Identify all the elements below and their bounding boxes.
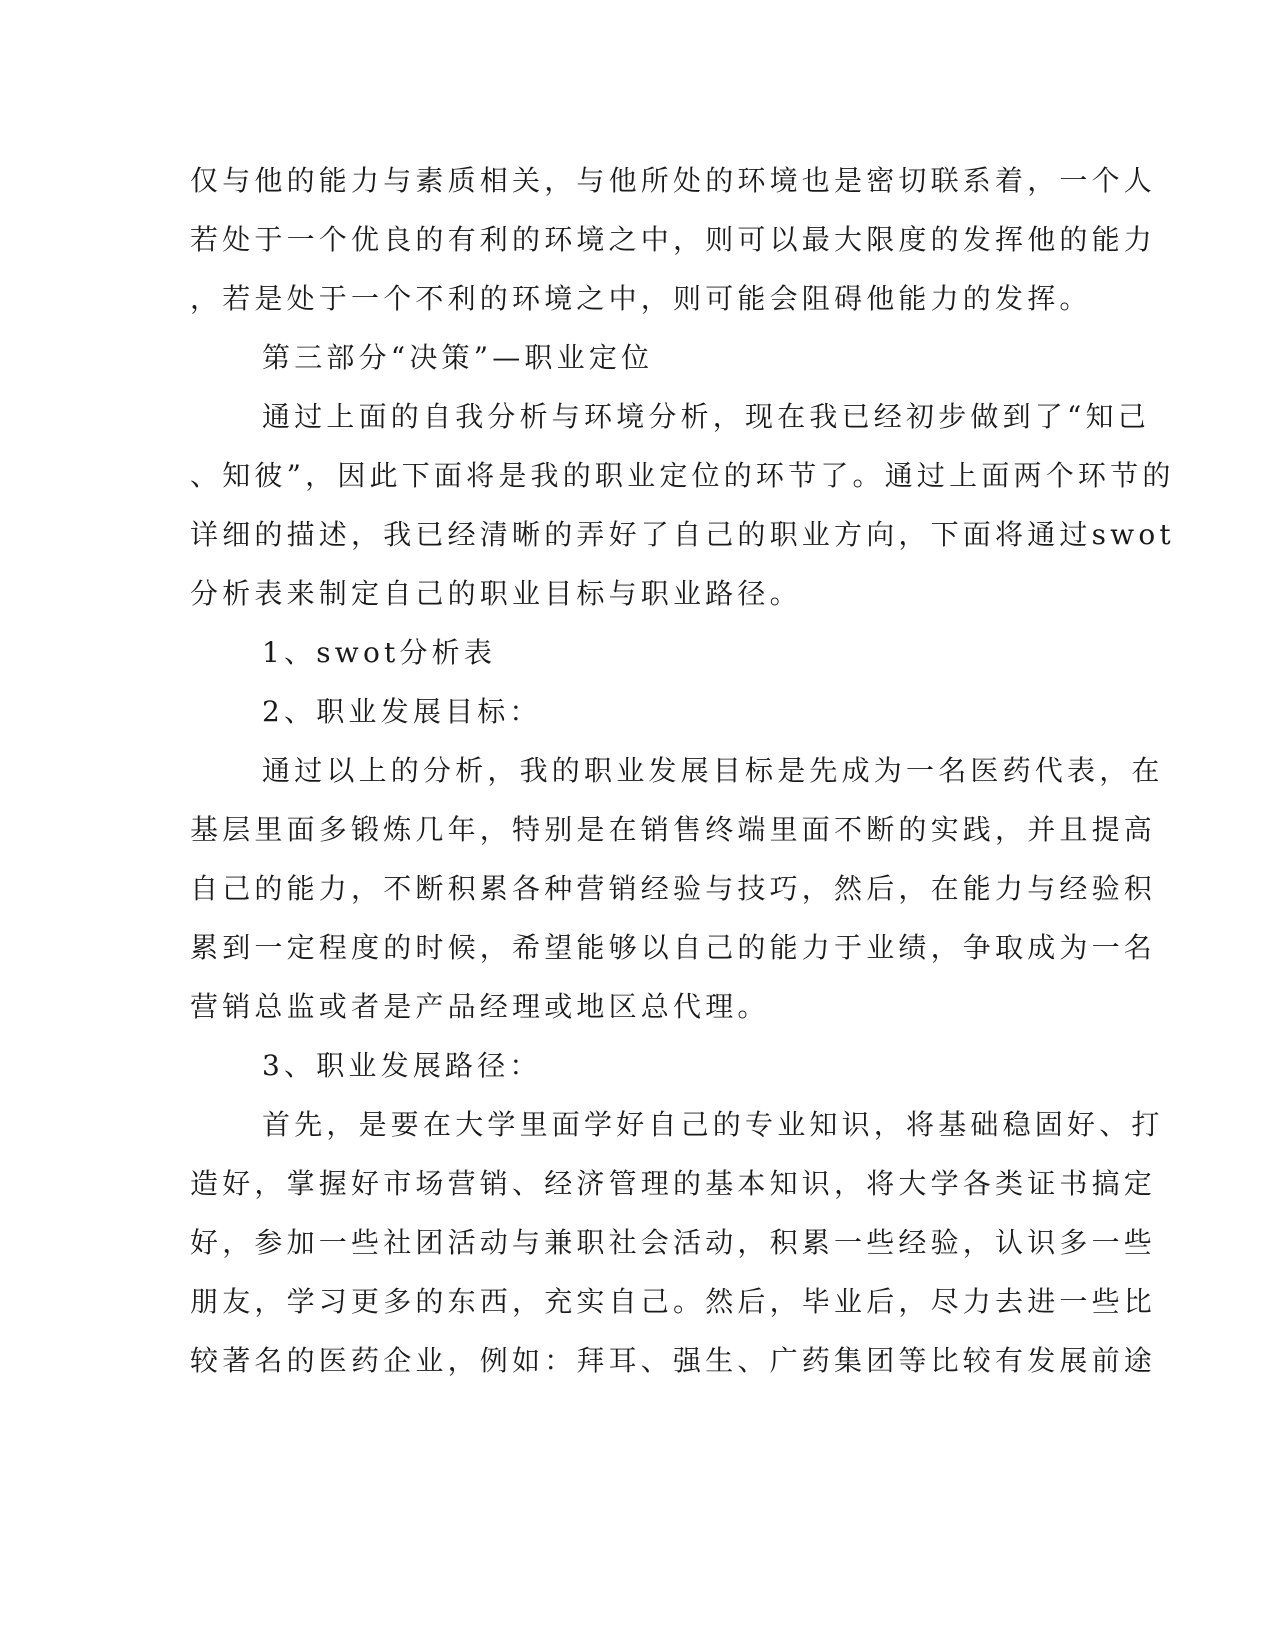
- paragraph-line: 首先，是要在大学里面学好自己的专业知识，将基础稳固好、打: [262, 1108, 1164, 1141]
- paragraph-line: 造好，掌握好市场营销、经济管理的基本知识，将大学各类证书搞定: [190, 1167, 1157, 1200]
- paragraph-line: 、知彼”，因此下面将是我的职业定位的环节了。通过上面两个环节的: [190, 459, 1175, 492]
- paragraph-line: 较著名的医药企业，例如：拜耳、强生、广药集团等比较有发展前途: [190, 1344, 1157, 1377]
- paragraph-line: 分析表来制定自己的职业目标与职业路径。: [190, 577, 802, 610]
- section-heading: 第三部分“决策”—职业定位: [262, 341, 654, 374]
- paragraph-line: 好，参加一些社团活动与兼职社会活动，积累一些经验，认识多一些: [190, 1226, 1157, 1259]
- paragraph-line: 通过以上的分析，我的职业发展目标是先成为一名医药代表，在: [262, 754, 1164, 787]
- paragraph-line: 通过上面的自我分析与环境分析，现在我已经初步做到了“知己: [262, 400, 1150, 433]
- paragraph-line: 详细的描述，我已经清晰的弄好了自己的职业方向，下面将通过swot: [190, 518, 1175, 551]
- paragraph-line: 仅与他的能力与素质相关，与他所处的环境也是密切联系着，一个人: [190, 164, 1157, 197]
- paragraph-line: 若处于一个优良的有利的环境之中，则可以最大限度的发挥他的能力: [190, 223, 1157, 256]
- paragraph-line: ，若是处于一个不利的环境之中，则可能会阻碍他能力的发挥。: [190, 282, 1092, 315]
- list-item-heading: 1、swot分析表: [262, 636, 497, 669]
- list-item-heading: 2、职业发展目标：: [262, 695, 542, 728]
- paragraph-line: 自己的能力，不断积累各种营销经验与技巧，然后，在能力与经验积: [190, 872, 1157, 905]
- paragraph-line: 营销总监或者是产品经理或地区总代理。: [190, 990, 770, 1023]
- paragraph-line: 累到一定程度的时候，希望能够以自己的能力于业绩，争取成为一名: [190, 931, 1157, 964]
- paragraph-line: 朋友，学习更多的东西，充实自己。然后，毕业后，尽力去进一些比: [190, 1285, 1157, 1318]
- paragraph-line: 基层里面多锻炼几年，特别是在销售终端里面不断的实践，并且提高: [190, 813, 1157, 846]
- list-item-heading: 3、职业发展路径：: [262, 1049, 542, 1082]
